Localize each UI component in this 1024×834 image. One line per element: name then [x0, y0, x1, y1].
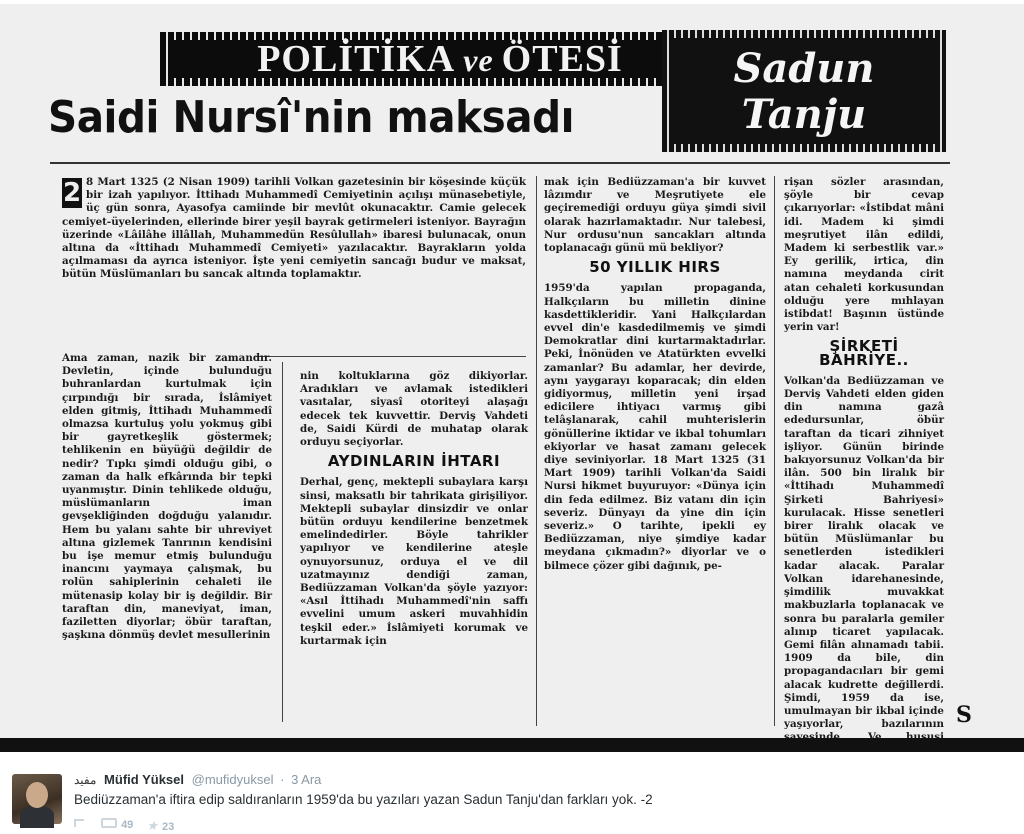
separator: · [280, 772, 285, 787]
reply-button[interactable] [74, 818, 88, 830]
reply-icon [74, 819, 84, 827]
article-column-4: rişan sözler arasından, şöyle bir cevap çıkarıyorlar: «İstibdat mâni idi. Madem ki şimdi meşrutiyet ilân edildi, Madem ki serbestlik var.» Ey gerilik, irtica, din namına meydanda cirit atan cehaleti korkusundan olduğu yere mıhlayan istibdat! Başının üstünde yerin var! ŞİRKETİ BAHRİYE.. Volkan'da Bediüzzaman ve Derviş Vahdeti elden giden din namına gazâ ededursunlar, öbür taraftan da ticari zihniyet işliyor. Günün birinde bakıyorsunuz Volkan'da bir ilân. 500 bin liralık bir «İttihadı Muhammedî Şirketi Bahriyesi» kurulacak. Hisse senetleri birer liralık olacak ve bütün Müslümanlar bu senetlerden istedikleri kadar alacak. Paralar Volkan idarehanesinde, şimdilik muvakkat makbuzlarla toplanacak ve sonra bu paralarla gemiler alınıp ticaret yapılacak. Gemi filân alınamadı tabii. 1909 da bile, din propagandacıları bir gemi alacak kudrette değillerdi. Şimdi, 1959 da ise, umulmayan bir ikbal içinde yaşıyorlar, bazılarının [784, 176, 944, 731]
tweet-text: Bediüzzaman'a iftira edip saldıranların 1959'da bu yazıları yazan Sadun Tanju'dan farkları yok. -2 [74, 792, 653, 807]
headline-rule [50, 162, 950, 164]
column-divider [536, 176, 537, 726]
subheading-aydinlarin-ihtari: AYDINLARIN İHTARI [327, 452, 501, 471]
article-lead [62, 176, 526, 346]
image-bottom-border [0, 738, 1024, 752]
subheading-sirketi-bahriye: ŞİRKETİ BAHRİYE.. [819, 337, 909, 369]
retweet-count: 49 [121, 819, 134, 831]
article-column-2: nin koltuklarına göz dikiyorlar. Aradıkları ve avlamak istedikleri vasıtalar, siyasî otoriteyi alaşağı edecek tek kuvvettir. Derviş Vahdeti de, Saidi Kürdi de muhatap olarak orduyu seçiyorlar. AYDINLARIN İHTARI Derhal, genç, mektepli subaylara karşı sinsi, maksatlı bir tahrikata girişiliyor. Mektepli subaylar dinsizdir ve onlar bütün orduyu kendilerine benzetmek emelindedirler. Böyle tahrikler yapılıyor ve kendilerine ateşle oynuyorsunuz, orduya el ve dil uzatmayınız dendiği zaman, Bediüzzaman Volkan'da şöyle yazıyor: «Asıl İttihadı Muhammedî'nin saffı evvelini umum askeri muvahhidin teşkil eder.» İslâmiyeti korumak ve kurtarmak için [300, 370, 528, 647]
lead-text: 8 Mart 1325 (2 Nisan 1909) tarihli Volkan gazetesinin bir köşesinde küçük bir izah yapılıyor. İttihadı Muhammedî Cemiyetinin açılışı münasebetiyle, üç gün sonra, Ayasofya camiinde bir mevlût okunacaktır. Camie gelecek cemiyet-üyelerinden, ellerinde birer yeşil bayrak getirmeleri isteniyor. Bayrağın üzerinde «Lâilâhe illâllah, Muhammedün Resûlullah» ibaresi bulunacak, onun altına da «İttihadı Muhammedî Cemiyeti» yazılacaktır. Bayrakların yolda açılmaması da ayrıca isteniyor. İşte yeni cemiyetin sancağı budur ve maksat, bütün Müslümanları bu sancak altında toplamaktır. [62, 176, 526, 281]
top-border [0, 0, 1024, 4]
author-last-name: Tanju [741, 91, 867, 138]
favorite-count: 23 [162, 821, 175, 833]
article-column-1: Ama zaman, nazik bir zamandır. Devletin, içinde bulunduğu buhranlardan kurtulmak için çırpındığı bir sırada, İslâmiyet elden gitmiş, İttihadı Muhammedî olmazsa kurtuluş yolu yokmuş gibi bir gayretkeşlik göstermek; tehlikenin en büyüğü değildir de nedir? Tıpkı şimdi olduğu gibi, o zaman da halk efkârında bir tepki uyanmıştır. Dinin tehlikede olduğu, müslümanların iman gevşekliğinden doğduğu yalanıdır. Hem bu yalanı sahte bir uhreviyet altına gizlemek Tanrının kendisini bu işe memur etmiş bulunduğu inancını yaymaya çalışmak, bu rolün sahiplerinin cehaleti ile mütenasip kolay bir iş değildir. Bir taraftan din, maneviyat, iman, faziletten diyorlar; öbür taraftan, şaşkına dönmüş devlet mesullerinin [62, 352, 272, 642]
tweet-actions [74, 818, 184, 832]
avatar[interactable] [12, 774, 62, 824]
column-divider [774, 176, 775, 726]
banner-title: POLİTİKA ve ÖTESİ [257, 38, 623, 80]
retweet-button[interactable] [101, 818, 133, 831]
subheading-50-yillik-hirs: 50 YILLIK HIRS [589, 258, 721, 277]
favorite-button[interactable] [146, 818, 174, 834]
handwritten-mark: S [956, 702, 972, 728]
tweet-header [74, 772, 321, 787]
drop-cap: 2 [62, 178, 82, 208]
retweet-icon [101, 818, 117, 828]
article-column-3: mak için Bediüzzaman'a bir kuvvet lâzımdır ve Meşrutiyete ele geçiremediği orduyu güya şimdi sivil olarak hazırlamaktadır. Nur talebesi, Nur ordusu'nun sancakları altında toplanacağı günü mü bekliyor? 50 YILLIK HIRS 1959'da yapılan propaganda, Halkçıların bu milletin dinine kasdettikleridir. Yani Halkçılardan evvel din'e kasdedilmemiş ve şimdi Demokratlar dini kurtarmaktadırlar. Peki, İnönüden ve Atatürkten evvelki zamanlar? Bu adamlar, her devirde, aynı yaygarayı koparacak; din elden gidiyormuş, milletin yeni irşad edicilere ihtiyacı varmış gibi telâşlanarak, cahil muhterislerin gönüllerine iktidar ve ikbal tohumları ekiyorlar ve hasat zamanı gelecek diye seviniyorlar. 18 Mart 1325 (31 Mart 1909) tarihli Volkan'da Saidi Nursi hikmet buyuruyor: «Dünya için din feda edilmez. Biz vatanı din için severiz. Dünyayı da yine din için severiz.» O tarihte, ipekli ey Bediüzzaman, niye şimdiye kadar meydana çıkmadın?» diyorlar ve o bilmece çözer gibi dağınık, pe- [544, 176, 766, 572]
author-signature-box [662, 30, 946, 152]
tweet-timestamp[interactable]: 3 Ara [291, 772, 322, 787]
display-name[interactable]: Müfid Yüksel [104, 772, 184, 787]
star-icon: ★ [146, 818, 159, 833]
display-name-arabic[interactable]: مفيد [74, 773, 97, 787]
column-banner [160, 32, 720, 86]
author-first-name: Sadun [733, 45, 875, 92]
column-divider [282, 362, 283, 722]
user-handle[interactable]: @mufidyuksel [191, 772, 274, 787]
article-headline: Saidi Nursî'nin maksadı [48, 92, 575, 143]
column-rule [256, 356, 526, 357]
